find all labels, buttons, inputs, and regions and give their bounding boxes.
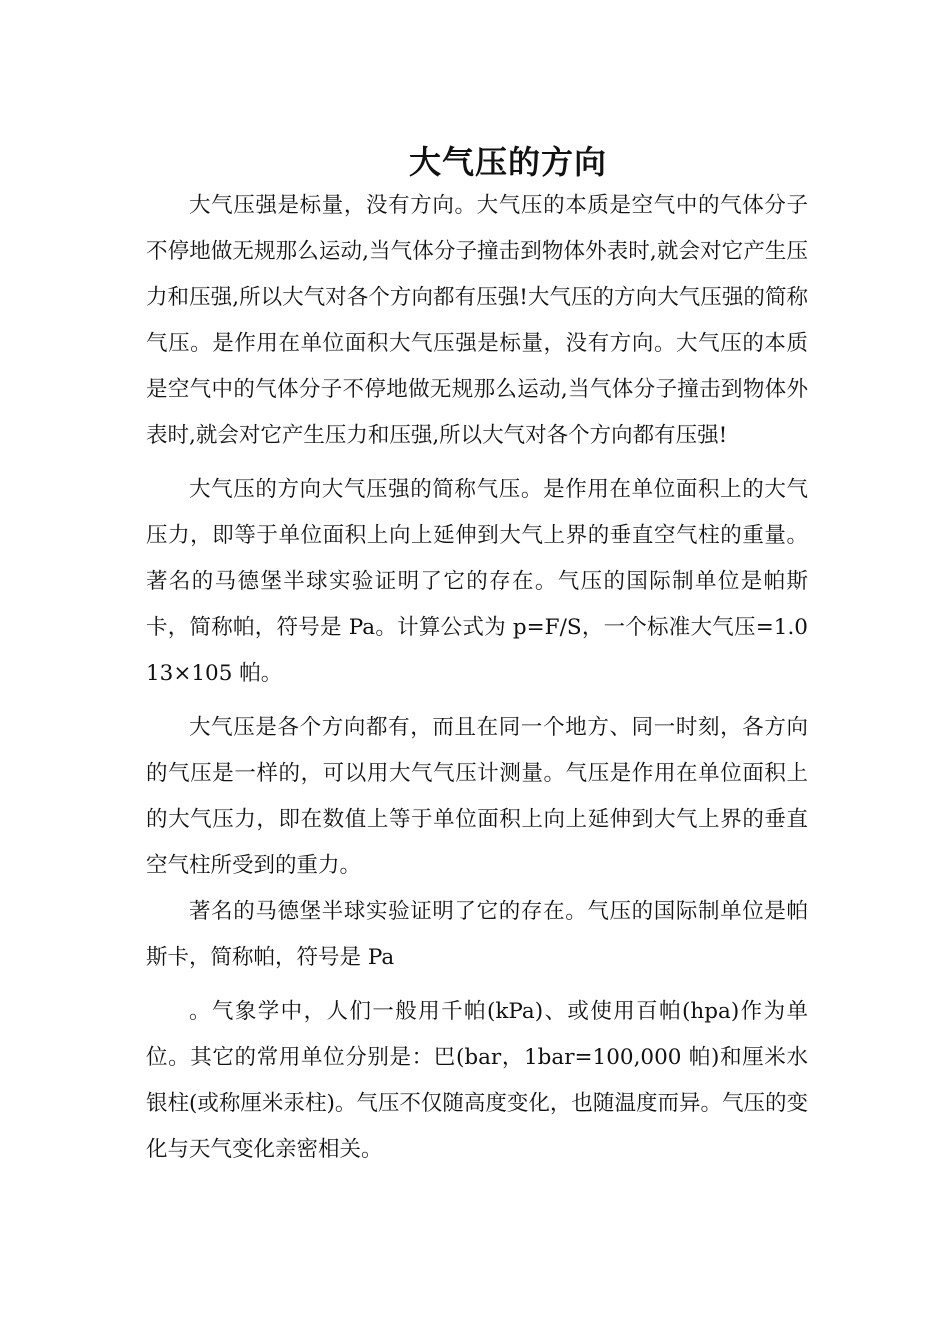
paragraph-1: 大气压强是标量，没有方向。大气压的本质是空气中的气体分子不停地做无规那么运动,当气体分子撞击到物体外表时,就会对它产生压力和压强,所以大气对各个方向都有压强!大气压的方向大气压强的简称气压。是作用在单位面积大气压强是标量，没有方向。大气压的本质是空气中的气体分子不停地做无规那么运动,当气体分子撞击到物体外表时,就会对它产生压力和压强,所以大气对各个方向都有压强! xyxy=(146,193,808,448)
paragraph-4: 著名的马德堡半球实验证明了它的存在。气压的国际制单位是帕斯卡，简称帕，符号是 Pa xyxy=(146,899,808,970)
paragraph-5: 。气象学中，人们一般用千帕(kPa)、或使用百帕(hpa)作为单位。其它的常用单位分别是：巴(bar，1bar=100,000 帕)和厘米水银柱(或称厘米汞柱)。气压不仅随高度变化，也随温度而异。气压的变化与天气变化亲密相关。 xyxy=(146,999,808,1162)
document-body xyxy=(146,183,808,1173)
document-title: 大气压的方向 xyxy=(408,143,607,182)
paragraph-3: 大气压是各个方向都有，而且在同一个地方、同一时刻，各方向的气压是一样的，可以用大气气压计测量。气压是作用在单位面积上的大气压力，即在数值上等于单位面积上向上延伸到大气上界的垂直空气柱所受到的重力。 xyxy=(146,715,808,878)
paragraph-2: 大气压的方向大气压强的简称气压。是作用在单位面积上的大气压力，即等于单位面积上向上延伸到大气上界的垂直空气柱的重量。著名的马德堡半球实验证明了它的存在。气压的国际制单位是帕斯卡，简称帕，符号是 Pa。计算公式为 p=F/S，一个标准大气压=1.013×105 帕。 xyxy=(146,477,808,686)
